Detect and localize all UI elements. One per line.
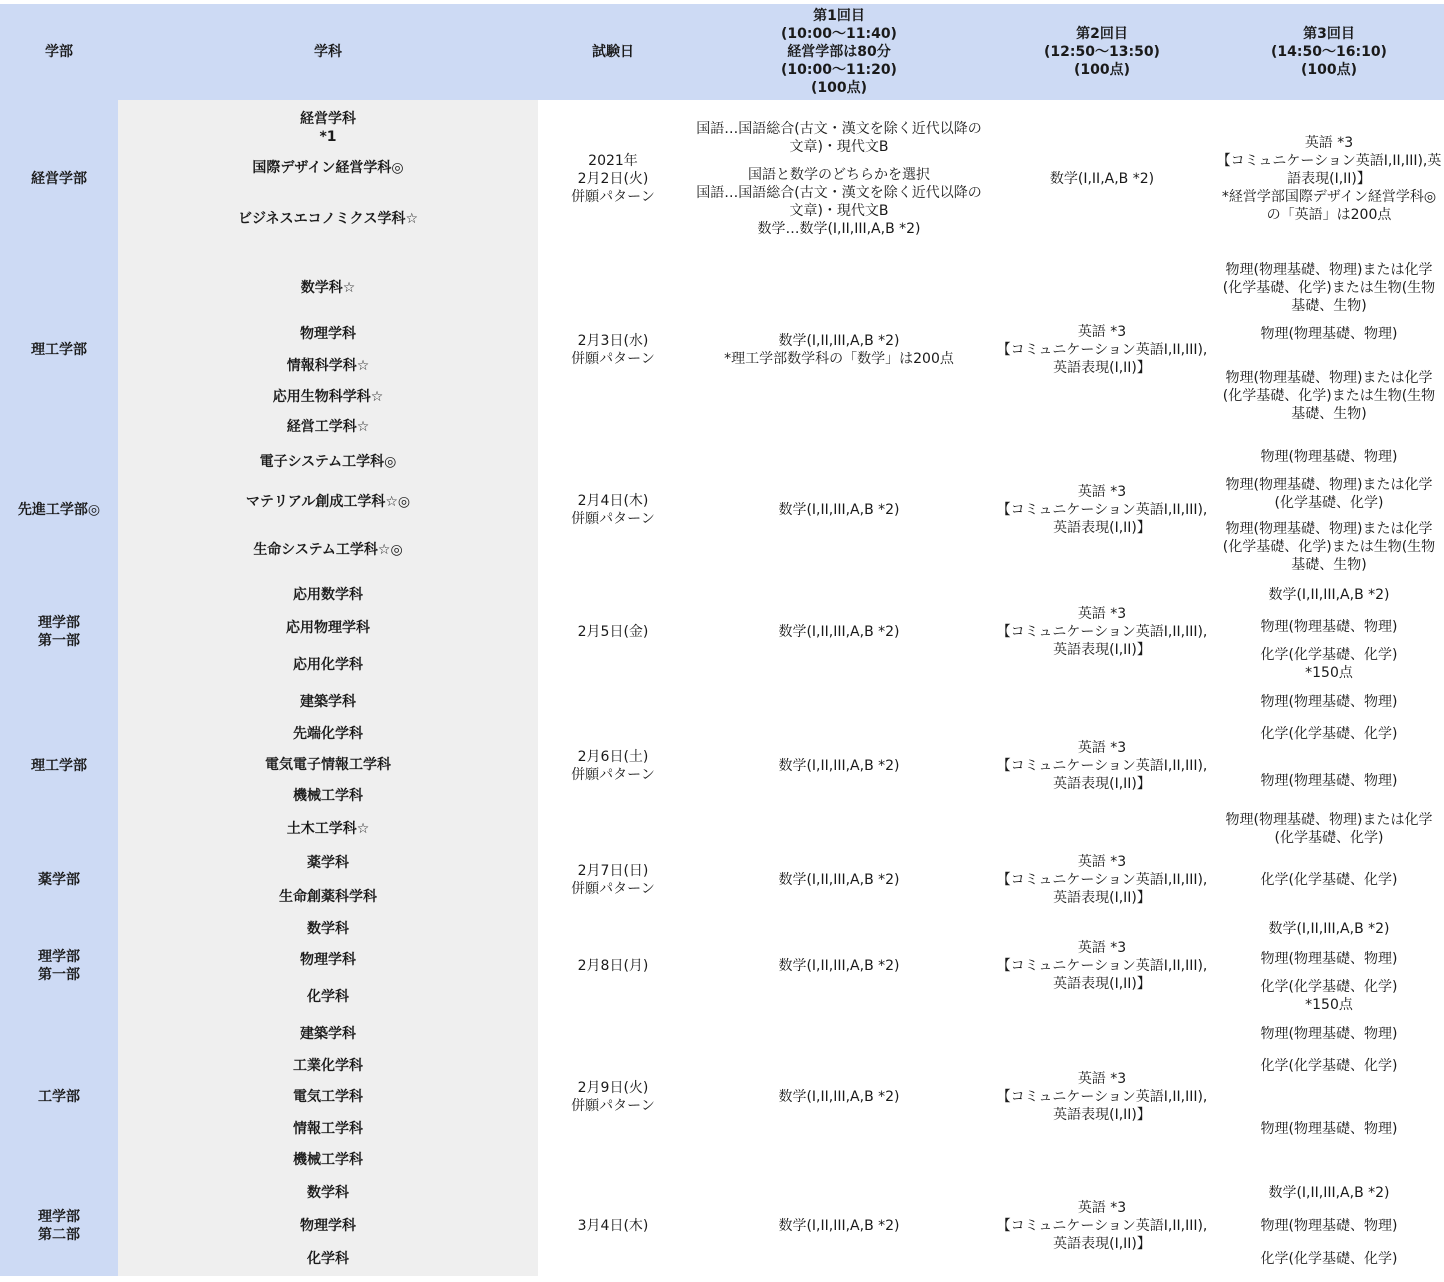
exam-date-cell: 2月4日(木) 併願パターン	[571, 493, 655, 527]
round-3-cell	[1214, 686, 1444, 846]
round-3-item: 物理(物理基礎、物理)	[1260, 619, 1398, 635]
department-item: 工業化学科	[293, 1057, 363, 1074]
department-item: 化学科	[307, 989, 349, 1005]
round-3-item: 化学(化学基礎、化学)	[1260, 1057, 1398, 1074]
department-item: 薬学科	[307, 855, 349, 871]
exam-date-cell: 2月7日(日) 併願パターン	[571, 863, 655, 897]
department-item: 建築学科	[300, 1026, 356, 1042]
exam-date-cell: 3月4日(木)	[577, 1218, 649, 1234]
round-1-cell: 数学(I,II,III,A,B *2)	[778, 624, 900, 640]
department-item: 数学科☆	[300, 280, 356, 296]
department-item: 電気電子情報工学科	[265, 756, 391, 773]
table-row	[0, 442, 1444, 578]
department-item: 生命創薬科学科	[279, 889, 377, 905]
round-3-cell	[1214, 100, 1444, 258]
round-2-cell: 英語 *3 【コミュニケーション英語I,II,III), 英語表現(I,II)】	[996, 1071, 1208, 1123]
round-3-item: 物理(物理基礎、物理)または化学(化学基礎、化学)または生物(生物基礎、生物)	[1222, 262, 1436, 314]
round-2-cell: 英語 *3 【コミュニケーション英語I,II,III), 英語表現(I,II)】	[996, 324, 1208, 376]
round-1-cell: 数学(I,II,III,A,B *2)	[778, 502, 900, 518]
department-item: 建築学科	[300, 694, 356, 710]
table-row	[0, 846, 1444, 914]
round-3-item: 物理(物理基礎、物理)	[1260, 951, 1398, 967]
table-row	[0, 258, 1444, 442]
faculty-cell: 先進工学部◎	[0, 442, 118, 578]
round-1-cell: 数学(I,II,III,A,B *2)	[778, 758, 900, 774]
table-row	[0, 1018, 1444, 1176]
round-3-item: 物理(物理基礎、物理)または化学(化学基礎、化学)または生物(生物基礎、生物)	[1222, 370, 1436, 422]
exam-date-cell: 2月8日(月)	[577, 958, 649, 974]
department-item: マテリアル創成工学科☆◎	[245, 494, 411, 510]
header-faculty: 学部	[0, 4, 118, 100]
round-1-text: 国語と数学のどちらかを選択 国語…国語総合(古文・漢文を除く近代以降の文章)・現代文B 数学…数学(I,II,III,A,B *2)	[696, 167, 982, 237]
department-cell	[118, 1018, 538, 1176]
round-3-cell	[1214, 846, 1444, 914]
round-3-item: 数学(I,II,III,A,B *2)	[1268, 587, 1390, 603]
department-item: 情報科学科☆	[286, 358, 370, 374]
round-3-cell	[1214, 442, 1444, 578]
faculty-cell: 理学部 第一部	[0, 914, 118, 1018]
department-item: 物理学科	[300, 326, 356, 342]
round-3-item: 物理(物理基礎、物理)	[1260, 1218, 1398, 1234]
department-item: 国際デザイン経営学科◎	[252, 160, 404, 176]
round-1-text: 国語…国語総合(古文・漢文を除く近代以降の文章)・現代文B	[696, 121, 982, 155]
exam-date-cell: 2月9日(火) 併願パターン	[571, 1080, 655, 1114]
department-cell	[118, 258, 538, 442]
department-item: 応用数学科	[293, 587, 363, 603]
department-item: 電気工学科	[293, 1089, 363, 1105]
department-item: 化学科	[307, 1251, 349, 1267]
department-item: 応用生物科学科☆	[272, 389, 384, 405]
round-3-item: 化学(化学基礎、化学) *150点	[1260, 647, 1398, 681]
exam-date-cell: 2月6日(土) 併願パターン	[571, 749, 655, 783]
department-cell	[118, 686, 538, 846]
table-row	[0, 686, 1444, 846]
department-item: 電子システム工学科◎	[259, 454, 397, 470]
table-row	[0, 100, 1444, 258]
header-round-2: 第2回目 (12:50〜13:50) (100点)	[990, 4, 1214, 100]
round-3-item: 数学(I,II,III,A,B *2)	[1268, 1185, 1390, 1201]
round-3-item: 物理(物理基礎、物理)	[1260, 1026, 1398, 1042]
round-1-cell: 数学(I,II,III,A,B *2) *理工学部数学科の「数学」は200点	[724, 333, 954, 367]
department-item: 先端化学科	[293, 725, 363, 742]
department-item: 数学科	[307, 1185, 349, 1201]
faculty-cell: 工学部	[0, 1018, 118, 1176]
round-2-cell: 英語 *3 【コミュニケーション英語I,II,III), 英語表現(I,II)】	[996, 740, 1208, 792]
round-3-cell	[1214, 1176, 1444, 1276]
round-1-cell: 数学(I,II,III,A,B *2)	[778, 1089, 900, 1105]
faculty-cell: 理工学部	[0, 258, 118, 442]
round-2-cell: 英語 *3 【コミュニケーション英語I,II,III), 英語表現(I,II)】	[996, 940, 1208, 992]
round-1-cell	[688, 100, 990, 258]
header-round-3: 第3回目 (14:50〜16:10) (100点)	[1214, 4, 1444, 100]
department-cell	[118, 100, 538, 258]
faculty-cell: 経営学部	[0, 100, 118, 258]
department-item: 情報工学科	[293, 1120, 363, 1137]
department-cell	[118, 914, 538, 1018]
header-round-1: 第1回目 (10:00〜11:40) 経営学部は80分 (10:00〜11:20) (100点)	[688, 4, 990, 100]
table-row	[0, 914, 1444, 1018]
round-3-cell	[1214, 578, 1444, 686]
round-2-cell: 英語 *3 【コミュニケーション英語I,II,III),英語表現(I,II)】	[996, 484, 1208, 536]
department-item: 生命システム工学科☆◎	[253, 542, 403, 558]
header-exam-date: 試験日	[538, 4, 688, 100]
round-3-cell	[1214, 914, 1444, 1018]
department-item: 機械工学科	[293, 1152, 363, 1168]
round-3-item: 物理(物理基礎、物理)	[1260, 1120, 1398, 1137]
round-3-item: 化学(化学基礎、化学)	[1260, 725, 1398, 742]
round-1-cell: 数学(I,II,III,A,B *2)	[778, 958, 900, 974]
department-item: 土木工学科☆	[286, 821, 370, 837]
department-item: 応用化学科	[293, 657, 363, 673]
round-3-item: 物理(物理基礎、物理)	[1260, 449, 1398, 465]
department-item: 数学科	[307, 921, 349, 937]
round-3-item: 物理(物理基礎、物理)	[1260, 772, 1398, 789]
round-2-cell: 英語 *3 【コミュニケーション英語I,II,III), 英語表現(I,II)】	[996, 1200, 1208, 1252]
round-3-item: 物理(物理基礎、物理)	[1260, 326, 1398, 342]
round-2-cell: 数学(I,II,A,B *2)	[1049, 171, 1155, 187]
round-3-item: 化学(化学基礎、化学)	[1260, 1251, 1398, 1267]
department-item: 物理学科	[300, 952, 356, 968]
header-row	[0, 4, 1444, 100]
header-department: 学科	[118, 4, 538, 100]
department-cell	[118, 578, 538, 686]
round-1-cell: 数学(I,II,III,A,B *2)	[778, 872, 900, 888]
round-1-cell: 数学(I,II,III,A,B *2)	[778, 1218, 900, 1234]
table-row	[0, 1176, 1444, 1276]
faculty-cell: 理学部 第一部	[0, 578, 118, 686]
department-cell	[118, 1176, 538, 1276]
exam-date-cell: 2021年 2月2日(火) 併願パターン	[571, 153, 655, 205]
department-item: 経営工学科☆	[286, 419, 370, 435]
faculty-cell: 理学部 第二部	[0, 1176, 118, 1276]
exam-schedule-table	[0, 4, 1444, 1276]
department-item: 経営学科 *1	[300, 111, 356, 145]
round-3-item: 英語 *3 【コミュニケーション英語I,II,III),英語表現(I,II)】 *経営学部国際デザイン経営学科◎の「英語」は200点	[1216, 135, 1442, 223]
department-item: 物理学科	[300, 1218, 356, 1234]
department-item: 応用物理学科	[286, 620, 370, 636]
table-row	[0, 578, 1444, 686]
faculty-cell: 理工学部	[0, 686, 118, 846]
round-3-cell	[1214, 258, 1444, 442]
round-3-item: 化学(化学基礎、化学) *150点	[1260, 979, 1398, 1013]
round-3-item: 物理(物理基礎、物理)または化学(化学基礎、化学)	[1225, 477, 1433, 511]
department-cell	[118, 846, 538, 914]
round-3-cell	[1214, 1018, 1444, 1176]
faculty-cell: 薬学部	[0, 846, 118, 914]
round-2-cell: 英語 *3 【コミュニケーション英語I,II,III), 英語表現(I,II)】	[996, 606, 1208, 658]
department-cell	[118, 442, 538, 578]
department-item: ビジネスエコノミクス学科☆	[238, 211, 418, 227]
round-3-item: 物理(物理基礎、物理)または化学(化学基礎、化学)または生物(生物基礎、生物)	[1222, 521, 1436, 573]
round-3-item: 数学(I,II,III,A,B *2)	[1268, 921, 1390, 937]
round-2-cell: 英語 *3 【コミュニケーション英語I,II,III), 英語表現(I,II)】	[996, 854, 1208, 906]
exam-date-cell: 2月3日(水) 併願パターン	[571, 333, 655, 367]
round-3-item: 化学(化学基礎、化学)	[1260, 872, 1398, 888]
round-3-item: 物理(物理基礎、物理)	[1260, 694, 1398, 710]
exam-date-cell: 2月5日(金)	[577, 624, 649, 640]
round-3-item: 物理(物理基礎、物理)または化学(化学基礎、化学)	[1225, 812, 1433, 846]
department-item: 機械工学科	[293, 788, 363, 804]
